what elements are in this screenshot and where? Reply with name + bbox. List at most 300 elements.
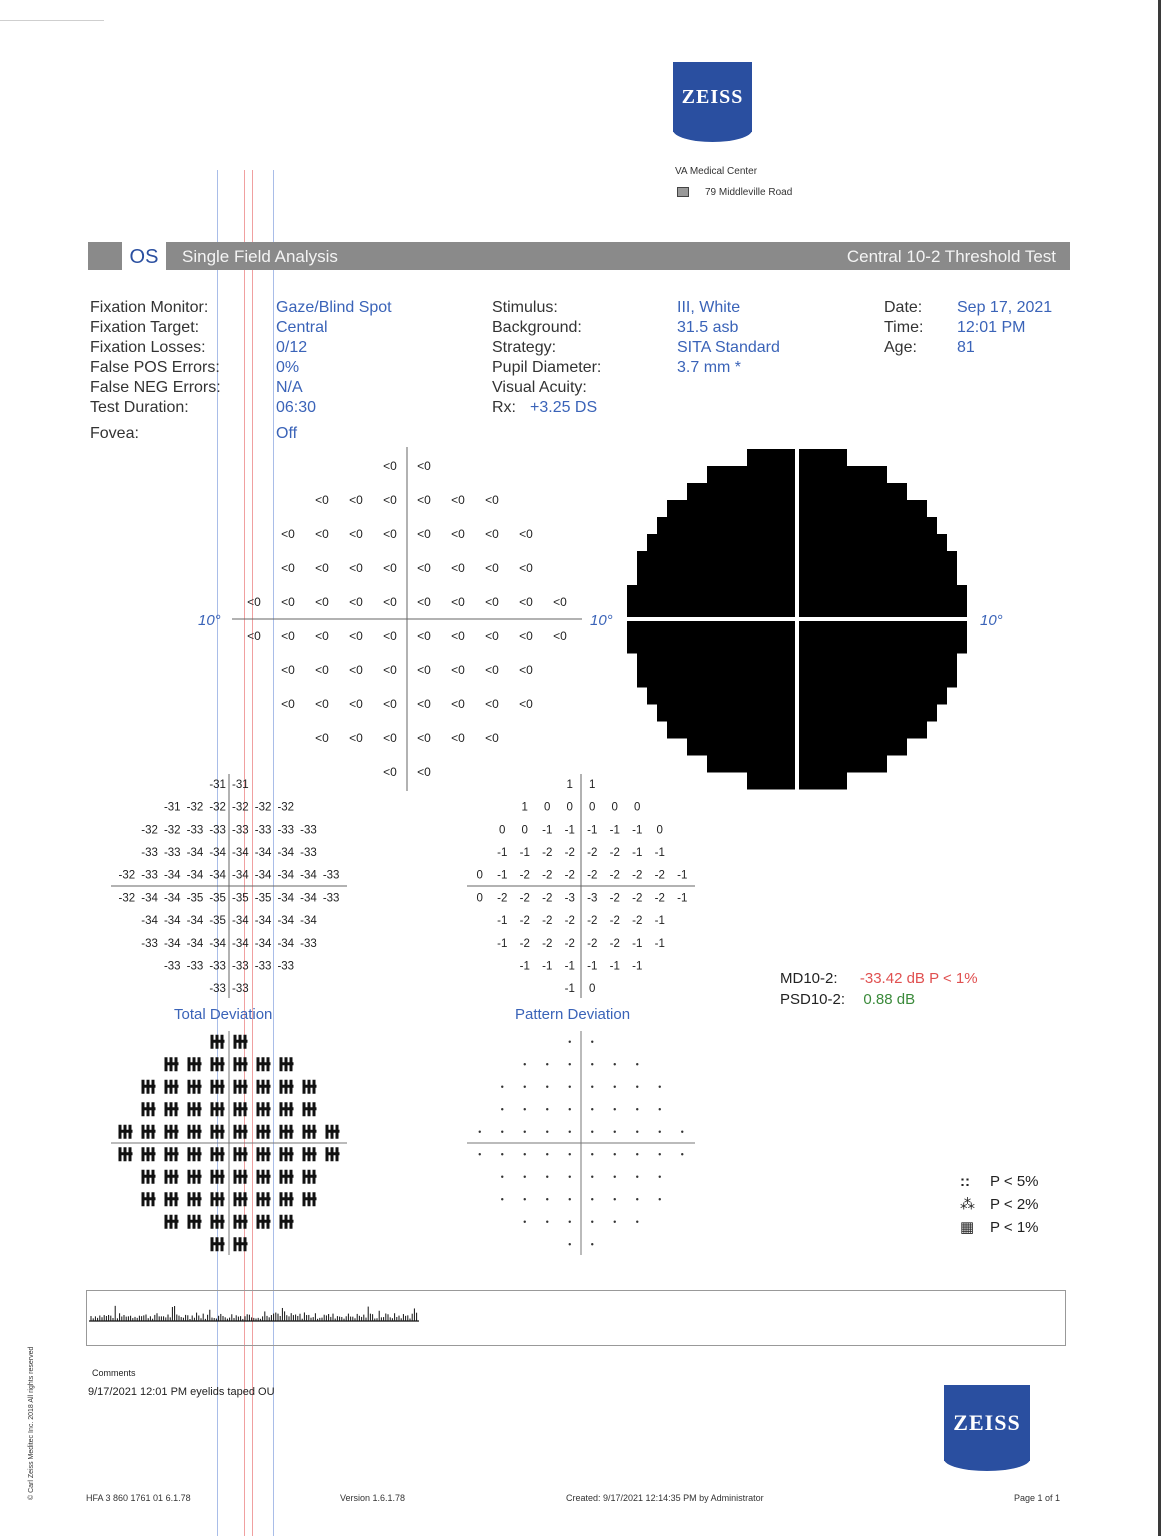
prob-symbol-p1 [188, 1080, 202, 1094]
legend-symbol-5: :: [960, 1173, 970, 1190]
prob-symbol-normal [501, 1131, 503, 1133]
total-deviation-value: -34 [254, 869, 272, 882]
total-deviation-value: -33 [141, 846, 158, 859]
prob-symbol-p1 [257, 1215, 271, 1229]
total-deviation-value: -34 [141, 915, 158, 928]
prob-symbol-p1 [211, 1057, 225, 1071]
total-deviation-value: -33 [232, 983, 249, 996]
threshold-value: <0 [349, 629, 363, 644]
pattern-deviation-value: 0 [566, 801, 573, 814]
prob-symbol-normal [501, 1108, 503, 1110]
threshold-value: <0 [485, 595, 499, 610]
prob-symbol-p1 [211, 1147, 225, 1161]
threshold-value: <0 [417, 493, 431, 508]
total-deviation-value: -34 [186, 846, 204, 859]
prob-symbol-normal [524, 1198, 526, 1200]
total-deviation-value: -33 [209, 824, 226, 837]
prob-symbol-p1 [234, 1237, 248, 1251]
prob-symbol-normal [501, 1176, 503, 1178]
psd-value: 0.88 dB [863, 991, 916, 1008]
pattern-deviation-value: 0 [589, 983, 596, 996]
pattern-deviation-value: -1 [587, 960, 598, 973]
threshold-value: <0 [349, 527, 363, 542]
total-deviation-value: -34 [300, 892, 317, 905]
pattern-deviation-value: 1 [521, 801, 528, 814]
prob-symbol-normal [591, 1221, 593, 1223]
threshold-value: <0 [349, 731, 363, 746]
threshold-value: <0 [519, 561, 533, 576]
gaze-tracking-box [86, 1290, 1066, 1346]
total-deviation-value: -34 [277, 937, 295, 950]
threshold-value: <0 [315, 663, 329, 678]
threshold-value: <0 [383, 561, 397, 576]
prob-symbol-p1 [211, 1102, 225, 1116]
total-deviation-value: -35 [209, 915, 226, 928]
prob-symbol-normal [591, 1131, 593, 1133]
threshold-value: <0 [519, 629, 533, 644]
threshold-value: <0 [315, 731, 329, 746]
pattern-deviation-value: -2 [542, 937, 553, 950]
prob-symbol-normal [569, 1153, 571, 1155]
threshold-value: <0 [417, 459, 431, 474]
prob-symbol-p1 [280, 1170, 294, 1184]
info-label: Stimulus: [492, 299, 558, 316]
total-deviation-values [111, 774, 347, 998]
pattern-deviation-value: -1 [564, 824, 575, 837]
total-deviation-value: -33 [186, 824, 204, 837]
info-value: 3.7 mm * [677, 359, 742, 376]
total-deviation-value: -35 [209, 892, 226, 905]
pattern-deviation-value: -2 [654, 869, 665, 882]
total-deviation-value: -33 [300, 937, 317, 950]
prob-symbol-p1 [211, 1035, 225, 1049]
total-deviation-value: -31 [232, 778, 249, 791]
total-deviation-value: -34 [163, 892, 181, 905]
prob-symbol-p1 [303, 1102, 317, 1116]
threshold-value: <0 [485, 663, 499, 678]
pattern-deviation-value: -1 [497, 915, 508, 928]
total-deviation-value: -34 [277, 892, 295, 905]
threshold-value: <0 [383, 629, 397, 644]
total-deviation-label: Total Deviation [174, 1006, 273, 1023]
prob-symbol-p1 [165, 1215, 179, 1229]
total-deviation-value: -33 [209, 960, 226, 973]
pattern-deviation-value: 0 [476, 869, 483, 882]
prob-symbol-normal [524, 1086, 526, 1088]
prob-symbol-normal [524, 1176, 526, 1178]
prob-symbol-p1 [188, 1057, 202, 1071]
prob-symbol-normal [546, 1153, 548, 1155]
axis-label-left: 10° [198, 612, 221, 629]
total-deviation-value: -34 [300, 915, 317, 928]
pattern-deviation-value: -1 [542, 960, 553, 973]
info-value: 31.5 asb [677, 319, 739, 336]
pattern-deviation-value: -1 [654, 846, 665, 859]
info-value: 0% [276, 359, 300, 376]
prob-symbol-normal [659, 1198, 661, 1200]
threshold-value: <0 [485, 527, 499, 542]
global-indices [780, 968, 978, 1010]
pattern-deviation-value: -1 [497, 869, 508, 882]
info-label: Test Duration: [90, 399, 189, 416]
prob-symbol-p1 [280, 1147, 294, 1161]
total-deviation-value: -33 [300, 824, 317, 837]
legend-label: P < 2% [990, 1196, 1039, 1213]
info-label: Age: [884, 339, 917, 356]
threshold-value: <0 [417, 663, 431, 678]
prob-symbol-p1 [303, 1125, 317, 1139]
prob-symbol-p1 [257, 1147, 271, 1161]
prob-symbol-p1 [326, 1147, 340, 1161]
prob-symbol-p1 [303, 1080, 317, 1094]
prob-symbol-p1 [165, 1125, 179, 1139]
info-value: 81 [957, 339, 975, 356]
prob-symbol-normal [591, 1041, 593, 1043]
total-deviation-value: -32 [186, 801, 204, 814]
info-value: SITA Standard [677, 339, 780, 356]
prob-symbol-p1 [234, 1035, 248, 1049]
prob-symbol-normal [659, 1131, 661, 1133]
info-label: Pupil Diameter: [492, 359, 602, 376]
pattern-deviation-value: -2 [564, 869, 575, 882]
pattern-deviation-probability-map [467, 1031, 695, 1255]
comments-heading: Comments [92, 1368, 136, 1378]
prob-symbol-normal [501, 1153, 503, 1155]
threshold-value: <0 [519, 595, 533, 610]
prob-symbol-normal [614, 1221, 616, 1223]
prob-symbol-p1 [280, 1125, 294, 1139]
pattern-deviation-value: -1 [519, 960, 530, 973]
threshold-value: <0 [315, 595, 329, 610]
test-name: Central 10-2 Threshold Test [846, 247, 1056, 266]
total-deviation-value: -32 [163, 824, 181, 837]
info-value: 06:30 [276, 399, 317, 416]
prob-symbol-p1 [165, 1102, 179, 1116]
prob-symbol-p1 [142, 1102, 156, 1116]
prob-symbol-normal [614, 1198, 616, 1200]
threshold-value: <0 [519, 527, 533, 542]
threshold-value: <0 [247, 629, 261, 644]
pattern-deviation-value: -1 [677, 892, 688, 905]
prob-symbol-p1 [211, 1170, 225, 1184]
total-deviation-value: -34 [254, 937, 272, 950]
info-label: Strategy: [492, 339, 557, 356]
pattern-deviation-value: -1 [497, 937, 508, 950]
threshold-value: <0 [315, 561, 329, 576]
total-deviation-value: -32 [277, 801, 295, 814]
threshold-value: <0 [349, 697, 363, 712]
clinic-name: VA Medical Center [675, 166, 758, 177]
pattern-deviation-value: -2 [654, 892, 665, 905]
legend-label: P < 5% [990, 1173, 1039, 1190]
total-deviation-value: -34 [209, 846, 226, 859]
info-value: III, White [677, 299, 741, 316]
prob-symbol-p1 [188, 1170, 202, 1184]
pattern-deviation-value: -1 [632, 846, 643, 859]
info-label: Fixation Losses: [90, 339, 206, 356]
threshold-value: <0 [383, 595, 397, 610]
prob-symbol-normal [546, 1176, 548, 1178]
threshold-map [232, 447, 582, 791]
total-deviation-value: -34 [141, 892, 158, 905]
pattern-deviation-values [467, 774, 695, 998]
prob-symbol-normal [479, 1153, 481, 1155]
info-value: Off [276, 425, 298, 442]
psd-label: PSD10-2: [780, 991, 846, 1008]
threshold-value: <0 [417, 629, 431, 644]
prob-symbol-normal [569, 1086, 571, 1088]
prob-symbol-p1 [303, 1192, 317, 1206]
pattern-deviation-value: -1 [632, 937, 643, 950]
info-label: Time: [884, 319, 924, 336]
total-deviation-value: -32 [141, 824, 158, 837]
prob-symbol-normal [591, 1153, 593, 1155]
total-deviation-value: -34 [232, 915, 249, 928]
pattern-deviation-value: -2 [564, 846, 575, 859]
pattern-deviation-value: 0 [611, 801, 618, 814]
created-info: Created: 9/17/2021 12:14:35 PM by Administrator [566, 1493, 764, 1503]
prob-symbol-p1 [165, 1192, 179, 1206]
zeiss-logo-text: ZEISS [681, 85, 744, 108]
total-deviation-value: -34 [277, 846, 295, 859]
prob-symbol-normal [546, 1131, 548, 1133]
prob-symbol-p1 [142, 1170, 156, 1184]
prob-symbol-p1 [234, 1125, 248, 1139]
prob-symbol-p1 [142, 1192, 156, 1206]
prob-symbol-normal [591, 1176, 593, 1178]
total-deviation-value: -33 [277, 824, 295, 837]
prob-symbol-normal [614, 1176, 616, 1178]
pattern-deviation-value: -3 [564, 892, 575, 905]
threshold-value: <0 [281, 663, 295, 678]
pattern-deviation-value: -2 [632, 869, 643, 882]
prob-symbol-p1 [257, 1080, 271, 1094]
device-serial: HFA 3 860 1761 01 6.1.78 [86, 1493, 191, 1503]
pattern-deviation-value: -1 [609, 824, 620, 837]
prob-symbol-p1 [188, 1215, 202, 1229]
total-deviation-value: -34 [186, 869, 204, 882]
threshold-value: <0 [281, 561, 295, 576]
total-deviation-value: -33 [163, 960, 181, 973]
threshold-value: <0 [417, 697, 431, 712]
prob-symbol-normal [524, 1131, 526, 1133]
threshold-value: <0 [451, 663, 465, 678]
prob-symbol-p1 [280, 1102, 294, 1116]
prob-symbol-normal [546, 1063, 548, 1065]
threshold-value: <0 [349, 595, 363, 610]
pattern-deviation-value: 0 [634, 801, 641, 814]
info-value: +3.25 DS [530, 399, 598, 416]
pattern-deviation-value: -1 [632, 824, 643, 837]
prob-symbol-normal [636, 1153, 638, 1155]
threshold-value: <0 [451, 731, 465, 746]
info-label: Visual Acuity: [492, 379, 587, 396]
prob-symbol-normal [636, 1221, 638, 1223]
threshold-value: <0 [451, 527, 465, 542]
threshold-value: <0 [485, 697, 499, 712]
threshold-value: <0 [485, 629, 499, 644]
prob-symbol-normal [569, 1176, 571, 1178]
threshold-value: <0 [349, 493, 363, 508]
total-deviation-value: -32 [209, 801, 226, 814]
prob-symbol-p1 [188, 1125, 202, 1139]
prob-symbol-normal [659, 1108, 661, 1110]
info-label: Fovea: [90, 425, 139, 442]
info-value: Gaze/Blind Spot [276, 299, 392, 316]
threshold-value: <0 [315, 493, 329, 508]
prob-symbol-normal [546, 1221, 548, 1223]
info-value: Central [276, 319, 328, 336]
pattern-deviation-value: -1 [497, 846, 508, 859]
threshold-value: <0 [485, 731, 499, 746]
pattern-deviation-value: -2 [542, 892, 553, 905]
prob-symbol-normal [524, 1153, 526, 1155]
pattern-deviation-value: -2 [632, 892, 643, 905]
pattern-deviation-value: -2 [632, 915, 643, 928]
prob-symbol-normal [569, 1221, 571, 1223]
pattern-deviation-value: -3 [587, 892, 598, 905]
total-deviation-value: -31 [209, 778, 226, 791]
prob-symbol-normal [659, 1176, 661, 1178]
total-deviation-value: -35 [232, 892, 249, 905]
prob-symbol-normal [546, 1198, 548, 1200]
threshold-value: <0 [451, 561, 465, 576]
threshold-value: <0 [553, 595, 567, 610]
pattern-deviation-value: 0 [499, 824, 506, 837]
pattern-deviation-value: -2 [542, 915, 553, 928]
prob-symbol-p1 [303, 1170, 317, 1184]
threshold-value: <0 [281, 595, 295, 610]
prob-symbol-normal [501, 1086, 503, 1088]
prob-symbol-p1 [211, 1215, 225, 1229]
total-deviation-value: -32 [118, 869, 136, 882]
total-deviation-value: -33 [254, 824, 272, 837]
prob-symbol-normal [524, 1108, 526, 1110]
pattern-deviation-label: Pattern Deviation [515, 1006, 631, 1023]
prob-symbol-p1 [257, 1125, 271, 1139]
pattern-deviation-value: -1 [677, 869, 688, 882]
total-deviation-value: -34 [163, 869, 181, 882]
prob-symbol-p1 [142, 1147, 156, 1161]
info-label: Rx: [492, 399, 516, 416]
prob-symbol-p1 [234, 1147, 248, 1161]
zeiss-logo-footer [944, 1385, 1030, 1461]
total-deviation-value: -34 [254, 915, 272, 928]
total-deviation-value: -33 [277, 960, 295, 973]
prob-symbol-normal [569, 1041, 571, 1043]
threshold-value: <0 [485, 561, 499, 576]
prob-symbol-p1 [326, 1125, 340, 1139]
prob-symbol-p1 [257, 1102, 271, 1116]
threshold-value: <0 [451, 595, 465, 610]
threshold-value: <0 [417, 527, 431, 542]
total-deviation-value: -33 [254, 960, 272, 973]
total-deviation-value: -31 [163, 801, 181, 814]
threshold-value: <0 [349, 561, 363, 576]
info-value: 12:01 PM [957, 319, 1026, 336]
prob-symbol-p1 [234, 1102, 248, 1116]
pattern-deviation-value: -2 [542, 846, 553, 859]
pattern-deviation-value: -2 [609, 937, 620, 950]
total-deviation-value: -33 [163, 846, 181, 859]
pattern-deviation-value: 0 [476, 892, 483, 905]
pattern-deviation-value: 0 [656, 824, 663, 837]
pattern-deviation-value: -2 [609, 892, 620, 905]
total-deviation-value: -34 [277, 869, 295, 882]
total-deviation-value: -35 [186, 892, 204, 905]
total-deviation-value: -33 [232, 824, 249, 837]
prob-symbol-p1 [165, 1147, 179, 1161]
total-deviation-value: -34 [209, 869, 226, 882]
prob-symbol-p1 [142, 1125, 156, 1139]
threshold-value: <0 [281, 697, 295, 712]
total-deviation-value: -34 [232, 937, 249, 950]
prob-symbol-p1 [280, 1057, 294, 1071]
axis-label-right: 10° [980, 612, 1003, 629]
prob-symbol-normal [659, 1153, 661, 1155]
pattern-deviation-value: -2 [587, 915, 598, 928]
copyright: © Carl Zeiss Meditec Inc. 2018 All rights reserved [28, 1346, 35, 1500]
pattern-deviation-value: -2 [587, 846, 598, 859]
total-deviation-value: -33 [141, 869, 158, 882]
prob-symbol-p1 [234, 1057, 248, 1071]
threshold-value: <0 [451, 629, 465, 644]
threshold-value: <0 [485, 493, 499, 508]
prob-symbol-p1 [188, 1147, 202, 1161]
threshold-value: <0 [451, 697, 465, 712]
prob-symbol-normal [569, 1198, 571, 1200]
total-deviation-value: -33 [322, 869, 340, 882]
prob-symbol-normal [524, 1063, 526, 1065]
threshold-value: <0 [315, 629, 329, 644]
prob-symbol-p1 [234, 1170, 248, 1184]
pattern-deviation-value: -2 [609, 869, 620, 882]
prob-symbol-normal [591, 1108, 593, 1110]
prob-symbol-normal [614, 1108, 616, 1110]
pattern-deviation-value: -1 [609, 960, 620, 973]
threshold-value: <0 [553, 629, 567, 644]
pattern-deviation-value: 1 [566, 778, 573, 791]
total-deviation-value: -33 [141, 937, 158, 950]
legend-label: P < 1% [990, 1219, 1039, 1236]
pattern-deviation-value: -2 [587, 937, 598, 950]
threshold-value: <0 [281, 527, 295, 542]
md-label: MD10-2: [780, 970, 838, 987]
prob-symbol-p1 [234, 1215, 248, 1229]
prob-symbol-p1 [280, 1080, 294, 1094]
threshold-value: <0 [383, 697, 397, 712]
total-deviation-value: -33 [300, 846, 317, 859]
prob-symbol-normal [636, 1108, 638, 1110]
threshold-value: <0 [315, 697, 329, 712]
prob-symbol-normal [569, 1108, 571, 1110]
total-deviation-value: -33 [232, 960, 249, 973]
total-deviation-value: -33 [322, 892, 340, 905]
prob-symbol-p1 [165, 1080, 179, 1094]
threshold-value: <0 [383, 731, 397, 746]
total-deviation-value: -33 [209, 983, 226, 996]
info-label: Date: [884, 299, 923, 316]
md-value: -33.42 dB P < 1% [859, 970, 978, 987]
prob-symbol-normal [636, 1198, 638, 1200]
pattern-deviation-value: -2 [609, 846, 620, 859]
pattern-deviation-value: -2 [564, 915, 575, 928]
pattern-deviation-value: -2 [519, 869, 530, 882]
prob-symbol-normal [681, 1131, 683, 1133]
prob-symbol-p1 [234, 1080, 248, 1094]
pattern-deviation-value: -1 [519, 846, 530, 859]
total-deviation-value: -34 [232, 846, 249, 859]
